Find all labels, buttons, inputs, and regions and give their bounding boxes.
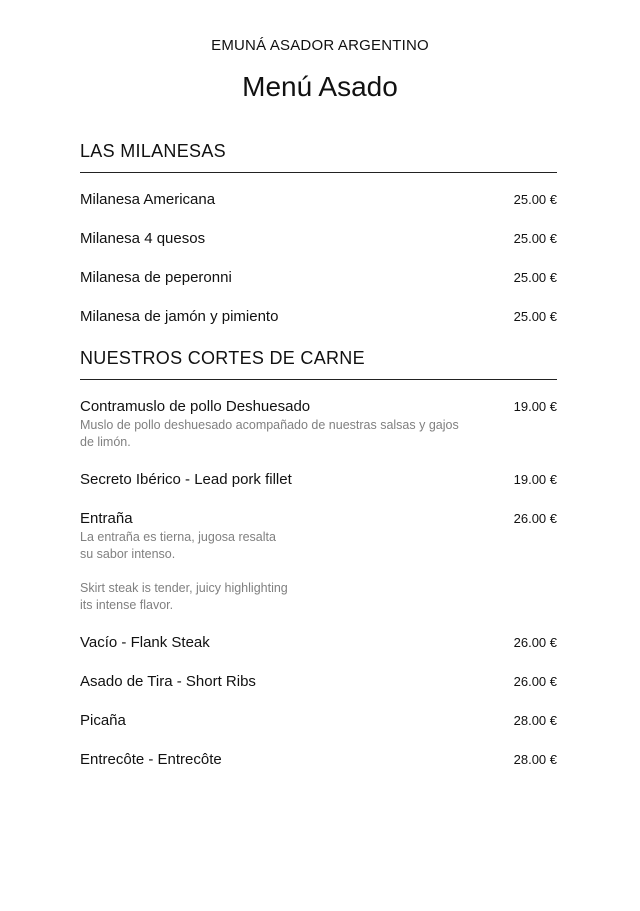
menu-item [80,509,557,614]
item-price: 26.00 € [513,674,557,689]
menu-item-info [80,397,459,451]
menu-item [80,190,557,210]
menu-item-info [80,672,256,692]
restaurant-name: EMUNÁ ASADOR ARGENTINO [211,37,429,54]
menu-section [80,347,557,770]
menu-title: Menú Asado [242,71,398,102]
section-title: NUESTROS CORTES DE CARNE [80,347,557,380]
menu-item-info [80,509,288,614]
item-name: Secreto Ibérico - Lead pork fillet [80,471,292,488]
menu-item [80,711,557,731]
item-description: La entraña es tierna, jugosa resalta su sabor intenso. Skirt steak is tender, juicy highlighting its intense flavor. [80,530,288,612]
item-name: Asado de Tira - Short Ribs [80,673,256,690]
menu-item-info [80,268,232,288]
item-name: Entrecôte - Entrecôte [80,751,222,768]
item-price: 28.00 € [513,713,557,728]
menu-item-info [80,190,215,210]
menu-sections [80,140,557,789]
item-name: Vacío - Flank Steak [80,634,210,651]
menu-item-info [80,307,278,327]
menu-item-info [80,633,210,653]
menu-item [80,229,557,249]
item-price: 25.00 € [513,270,557,285]
item-name: Picaña [80,712,126,729]
menu-section [80,140,557,327]
section-title: LAS MILANESAS [80,140,557,173]
menu-item [80,672,557,692]
menu-item [80,397,557,451]
item-price: 26.00 € [513,511,557,526]
menu-item [80,307,557,327]
menu-item-info [80,470,292,490]
item-name: Contramuslo de pollo Deshuesado [80,398,311,415]
item-price: 25.00 € [513,192,557,207]
menu-item-info [80,229,205,249]
menu-item [80,470,557,490]
item-description: Muslo de pollo deshuesado acompañado de nuestras salsas y gajos de limón. [80,418,459,449]
item-price: 26.00 € [513,635,557,650]
item-name: Milanesa de jamón y pimiento [80,308,279,325]
item-price: 19.00 € [513,472,557,487]
item-price: 25.00 € [513,231,557,246]
menu-item-info [80,750,222,770]
item-name: Milanesa de peperonni [80,269,232,286]
menu-item-info [80,711,126,731]
menu-item [80,750,557,770]
item-price: 25.00 € [513,309,557,324]
item-price: 28.00 € [513,752,557,767]
item-name: Milanesa Americana [80,191,216,208]
menu-item [80,633,557,653]
item-name: Entraña [80,510,133,527]
item-name: Milanesa 4 quesos [80,230,206,247]
item-price: 19.00 € [513,399,557,414]
menu-item [80,268,557,288]
